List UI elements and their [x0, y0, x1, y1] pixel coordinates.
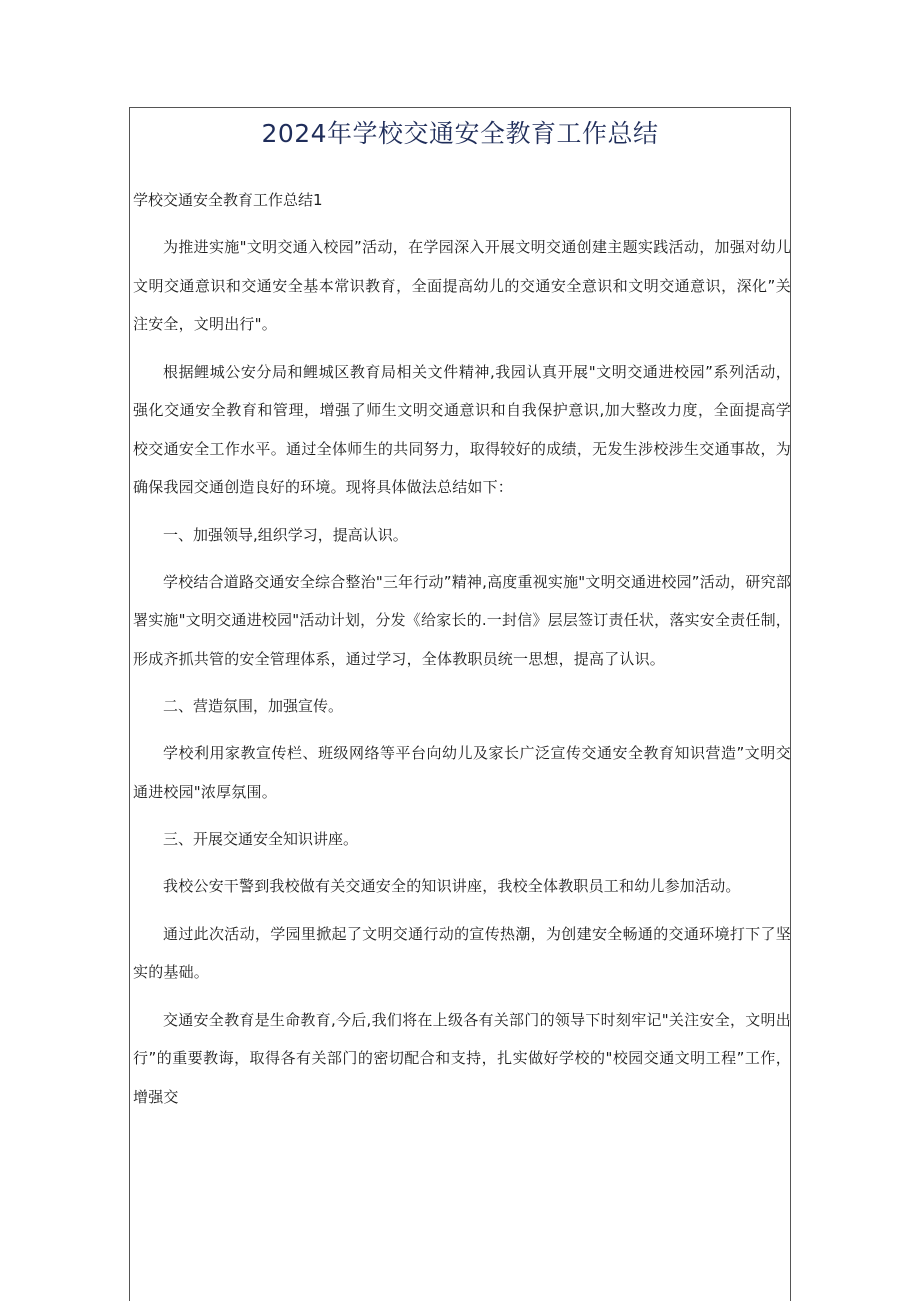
paragraph-result: 通过此次活动，学园里掀起了文明交通行动的宣传热潮，为创建安全畅通的交通环境打下了坚实的基础。 — [133, 924, 791, 981]
document-body — [133, 181, 791, 1125]
document-subtitle: 学校交通安全教育工作总结1 — [133, 191, 323, 209]
paragraph-section-2: 学校利用家教宣传栏、班级网络等平台向幼儿及家长广泛宣传交通安全教育知识营造”文明交通进校园"浓厚氛围。 — [133, 744, 791, 801]
paragraph-intro: 为推进实施"文明交通入校园”活动，在学园深入开展文明交通创建主题实践活动，加强对幼儿文明交通意识和交通安全基本常识教育，全面提高幼儿的交通安全意识和文明交通意识，深化”关注安全，文明出行"。 — [133, 238, 791, 333]
paragraph-section-3: 我校公安干警到我校做有关交通安全的知识讲座，我校全体教职员工和幼儿参加活动。 — [163, 877, 741, 895]
document-title: 2024年学校交通安全教育工作总结 — [261, 119, 659, 148]
paragraph-future: 交通安全教育是生命教育,今后,我们将在上级各有关部门的领导下时刻牢记"关注安全，文明出行”的重要教诲，取得各有关部门的密切配合和支持，扎实做好学校的"校园交通文明工程”工作，增强交 — [133, 1010, 791, 1106]
paragraph-section-1: 学校结合道路交通安全综合整治"三年行动”精神,高度重视实施"文明交通进校园”活动，研究部署实施"文明交通进校园"活动计划，分发《给家长的.一封信》层层签订责任状，落实安全责任制，形成齐抓共管的安全管理体系，通过学习，全体教职员统一思想，提高了认识。 — [133, 572, 791, 668]
paragraph-background: 根据鲤城公安分局和鲤城区教育局相关文件精神,我园认真开展"文明交通进校园”系列活动，强化交通安全教育和管理，增强了师生文明交通意识和自我保护意识,加大整改力度，全面提高学校交通安全工作水平。通过全体师生的共同努力，取得较好的成绩，无发生涉校涉生交通事故，为确保我园交通创造良好的环境。现将具体做法总结如下： — [133, 362, 791, 496]
section-heading-1: 一、加强领导,组织学习，提高认识。 — [163, 525, 408, 544]
section-heading-2: 二、营造氛围，加强宣传。 — [163, 697, 344, 715]
section-heading-3: 三、开展交通安全知识讲座。 — [163, 830, 359, 848]
